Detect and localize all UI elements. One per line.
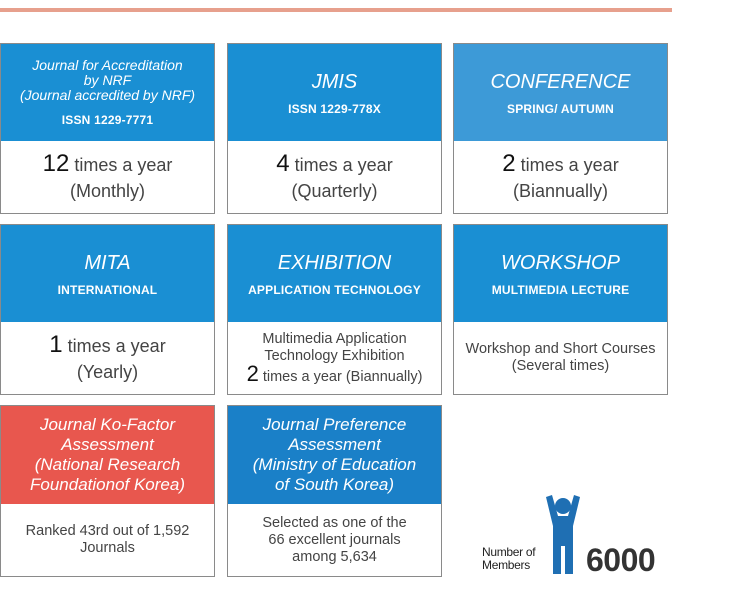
card-header [228,225,441,322]
body-text: Ranked 43rd out of 1,592 [25,523,190,539]
frequency-period: (Monthly) [69,180,145,201]
body-text: Multimedia Application [262,330,407,347]
card-title: (National Research [34,455,181,474]
card-subtitle: ISSN 1229-7771 [61,113,154,127]
card-title: WORKSHOP [501,251,620,274]
card-subtitle: SPRING/ AUTUMN [506,101,615,116]
body-text: Journals [80,540,135,556]
card-title: Foundationof Korea) [30,475,185,494]
card-body [1,504,214,576]
card-title: JMIS [311,70,358,93]
members-label [482,546,535,572]
card-subtitle: INTERNATIONAL [57,282,158,297]
frequency-text: times a year [67,335,166,356]
card-body [228,504,441,576]
body-text: Selected as one of the [262,514,407,531]
frequency-period: (Yearly) [76,361,139,382]
frequency-count: 2 [502,149,516,177]
frequency-period: (Biannually) [512,180,609,201]
card-header [454,225,667,322]
card-title: Journal for Accreditation [32,57,183,73]
card-subtitle: MULTIMEDIA LECTURE [491,282,630,297]
card-title: (Ministry of Education [252,455,417,474]
card-body [228,322,441,394]
card-subtitle: APPLICATION TECHNOLOGY [248,282,421,297]
frequency-text: times a year [520,154,619,175]
card-body [1,322,214,394]
frequency-count: 2 [246,360,259,386]
members-label-line: Number of [482,545,536,559]
card-title: CONFERENCE [490,70,631,93]
card-title: (Journal accredited by NRF) [19,87,196,103]
card-title: Assessment [61,435,154,454]
card-title: Journal Ko-Factor [39,415,176,434]
card-body [454,322,667,394]
frequency-line [502,151,618,178]
body-text: Technology Exhibition [264,347,405,364]
frequency-text: times a year (Biannually) [262,368,423,385]
card-mita [0,224,215,395]
body-text: among 5,634 [292,548,377,565]
card-header [228,44,441,141]
body-text: 66 excellent journals [268,531,401,548]
members-count: 6000 [586,542,656,578]
body-text: Workshop and Short Courses [465,341,656,357]
frequency-line [246,360,423,386]
card-body [1,141,214,213]
card-conference [453,43,668,214]
card-body [228,141,441,213]
card-header [228,406,441,504]
frequency-period: (Quarterly) [291,180,378,201]
frequency-line [43,151,173,178]
card-header [1,406,214,504]
body-text: (Several times) [511,358,610,374]
card-subtitle: ISSN 1229-778X [288,101,381,116]
frequency-count: 1 [49,330,63,358]
frequency-count: 4 [276,149,290,177]
frequency-line [276,151,392,178]
card-title: by NRF [83,72,132,88]
members-stat [482,494,672,579]
frequency-line [49,332,165,359]
card-title: MITA [84,251,131,274]
card-header [1,225,214,322]
frequency-count: 12 [42,149,70,177]
card-nrf-journal [0,43,215,214]
card-header [1,44,214,141]
card-title: of South Korea) [274,475,395,494]
card-preference [227,405,442,577]
frequency-text: times a year [294,154,393,175]
card-exhibition [227,224,442,395]
members-label-line: Members [482,558,530,572]
person-arms-up-icon [543,494,583,576]
top-divider [0,8,672,12]
card-body [454,141,667,213]
card-jmis [227,43,442,214]
card-title: Assessment [288,435,381,454]
card-title: Journal Preference [262,415,407,434]
card-title: EXHIBITION [277,251,392,274]
frequency-text: times a year [74,154,173,175]
card-header [454,44,667,141]
card-workshop [453,224,668,395]
card-ko-factor [0,405,215,577]
